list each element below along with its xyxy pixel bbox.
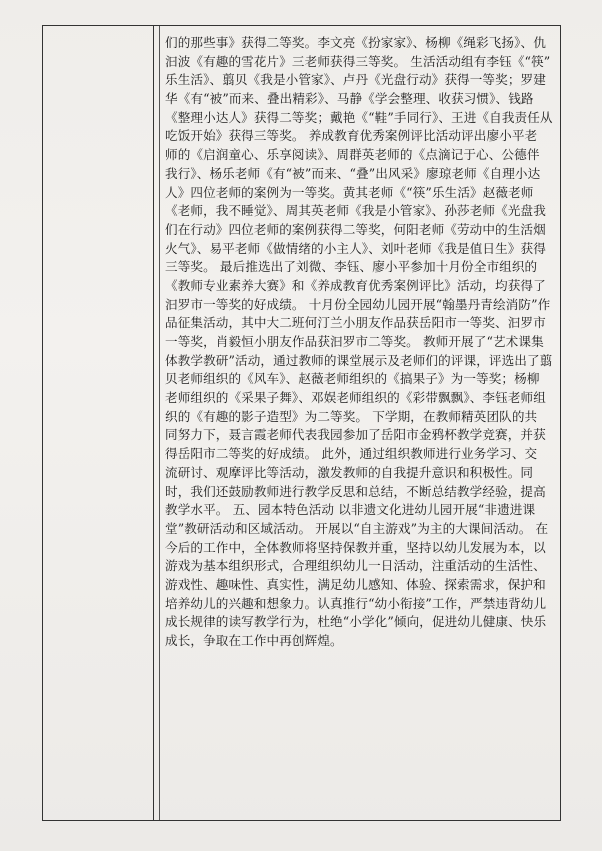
text-line: 教学水平。 五、园本特色活动 以非遗文化进幼儿园开展“非遗进课 — [165, 502, 536, 518]
text-line: 《教师专业素养大赛》和《养成教育优秀案例评比》活动，均获得了 — [165, 277, 546, 293]
text-line: 培养幼儿的兴趣和想象力。认真推行“幼小衔接”工作，严禁违背幼儿 — [165, 595, 547, 611]
text-line: 品征集活动，其中大二班何汀兰小朋友作品获岳阳市一等奖、汩罗市 — [165, 315, 546, 331]
label-column — [43, 26, 154, 820]
text-line: 华《有“被”而来、叠出精彩》、马静《学会整理、收获习惯》、钱路 — [165, 91, 534, 107]
text-line: 游戏性、趣味性、真实性，满足幼儿感知、体验、探索需求，保护和 — [165, 576, 546, 592]
text-line: 流研讨、观摩评比等活动，激发教师的自我提升意识和积极性。同 — [165, 464, 534, 480]
content-column — [154, 26, 560, 820]
text-line: 游戏为基本组织形式，合理组织幼儿一日活动，注重活动的生活性、 — [165, 558, 546, 574]
text-line: 吃饭开始》获得三等奖。 养成教育优秀案例评比活动评出廖小平老 — [165, 128, 538, 144]
text-line: 堂”教研活动和区域活动。 开展以“自主游戏”为主的大课间活动。 在 — [165, 520, 549, 536]
text-line: 《整理小达人》获得二等奖；戴艳《“鞋”手同行》、王进《自我责任从 — [165, 109, 553, 125]
text-line: 一等奖，肖毅恒小朋友作品获汩罗市二等奖。 教师开展了“艺术课集 — [165, 334, 544, 349]
text-line: 我行》、杨乐老师《有“被”而来、“叠”出风采》廖琼老师《自理小达 — [165, 165, 541, 181]
text-line: 得岳阳市二等奖的好成绩。 此外，通过组织教师进行业务学习、交 — [165, 446, 538, 462]
text-line: 今后的工作中，全体教师将坚持保教并重，坚持以幼儿发展为本，以 — [165, 539, 546, 555]
text-line: 师的《启润童心、乐享阅读》、周群英老师的《点滴记于心、公德伴 — [165, 147, 540, 163]
text-line: 人》四位老师的案例为一等奖。黄其老师《“筷”乐生活》赵薇老师 — [165, 184, 534, 200]
text-line: 三等奖。 最后推选出了刘微、李钰、廖小平参加十月份全市组织的 — [165, 259, 538, 275]
report-text — [165, 34, 561, 651]
text-line: 体教学教研”活动，通过教师的课堂展示及老师们的评课，评选出了翦 — [165, 352, 553, 368]
text-line: 贝老师组织的《风车》、赵薇老师组织的《搞果子》为一等奖；杨柳 — [165, 371, 540, 387]
text-line: 火气》、易平老师《做情绪的小主人》、刘叶老师《我是值日生》获得 — [165, 240, 546, 256]
text-line: 《老师，我不睡觉》、周其英老师《我是小管家》、孙莎老师《光盘我 — [165, 203, 546, 219]
text-line: 们的那些事》获得二等奖。李文亮《扮家家》、杨柳《绳彩飞扬》、仇 — [165, 35, 546, 50]
text-line: 汩罗市一等奖的好成绩。 十月份全园幼儿园开展“翰墨丹青绘消防”作 — [165, 296, 551, 312]
text-line: 乐生活》、翦贝《我是小管家》、卢丹《光盘行动》获得一等奖；罗建 — [165, 72, 546, 88]
inner-border — [159, 26, 160, 820]
text-line: 成长，争取在工作中再创辉煌。 — [165, 633, 343, 648]
text-line: 成长规律的读写教学行为，杜绝“小学化”倾向，促进幼儿健康、快乐 — [165, 614, 547, 630]
text-line: 们在行动》四位老师的案例获得二等奖，何阳老师《劳动中的生活烟 — [165, 221, 546, 237]
text-line: 同努力下，聂言霞老师代表我园参加了岳阳市金鸦杯教学竞赛，并获 — [165, 427, 546, 443]
text-line: 时，我们还鼓励教师进行教学反思和总结，不断总结教学经验，提高 — [165, 483, 546, 499]
report-table — [42, 25, 561, 821]
text-line: 老师组织的《采果子舞》、邓娱老师组织的《彩带飘飘》、李钰老师组 — [165, 390, 546, 406]
text-line: 汩波《有趣的雪花片》三老师获得三等奖。 生活活动组有李钰《“筷” — [165, 53, 551, 69]
text-line: 织的《有趣的影子造型》为二等奖。 下学期，在教师精英团队的共 — [165, 408, 538, 424]
